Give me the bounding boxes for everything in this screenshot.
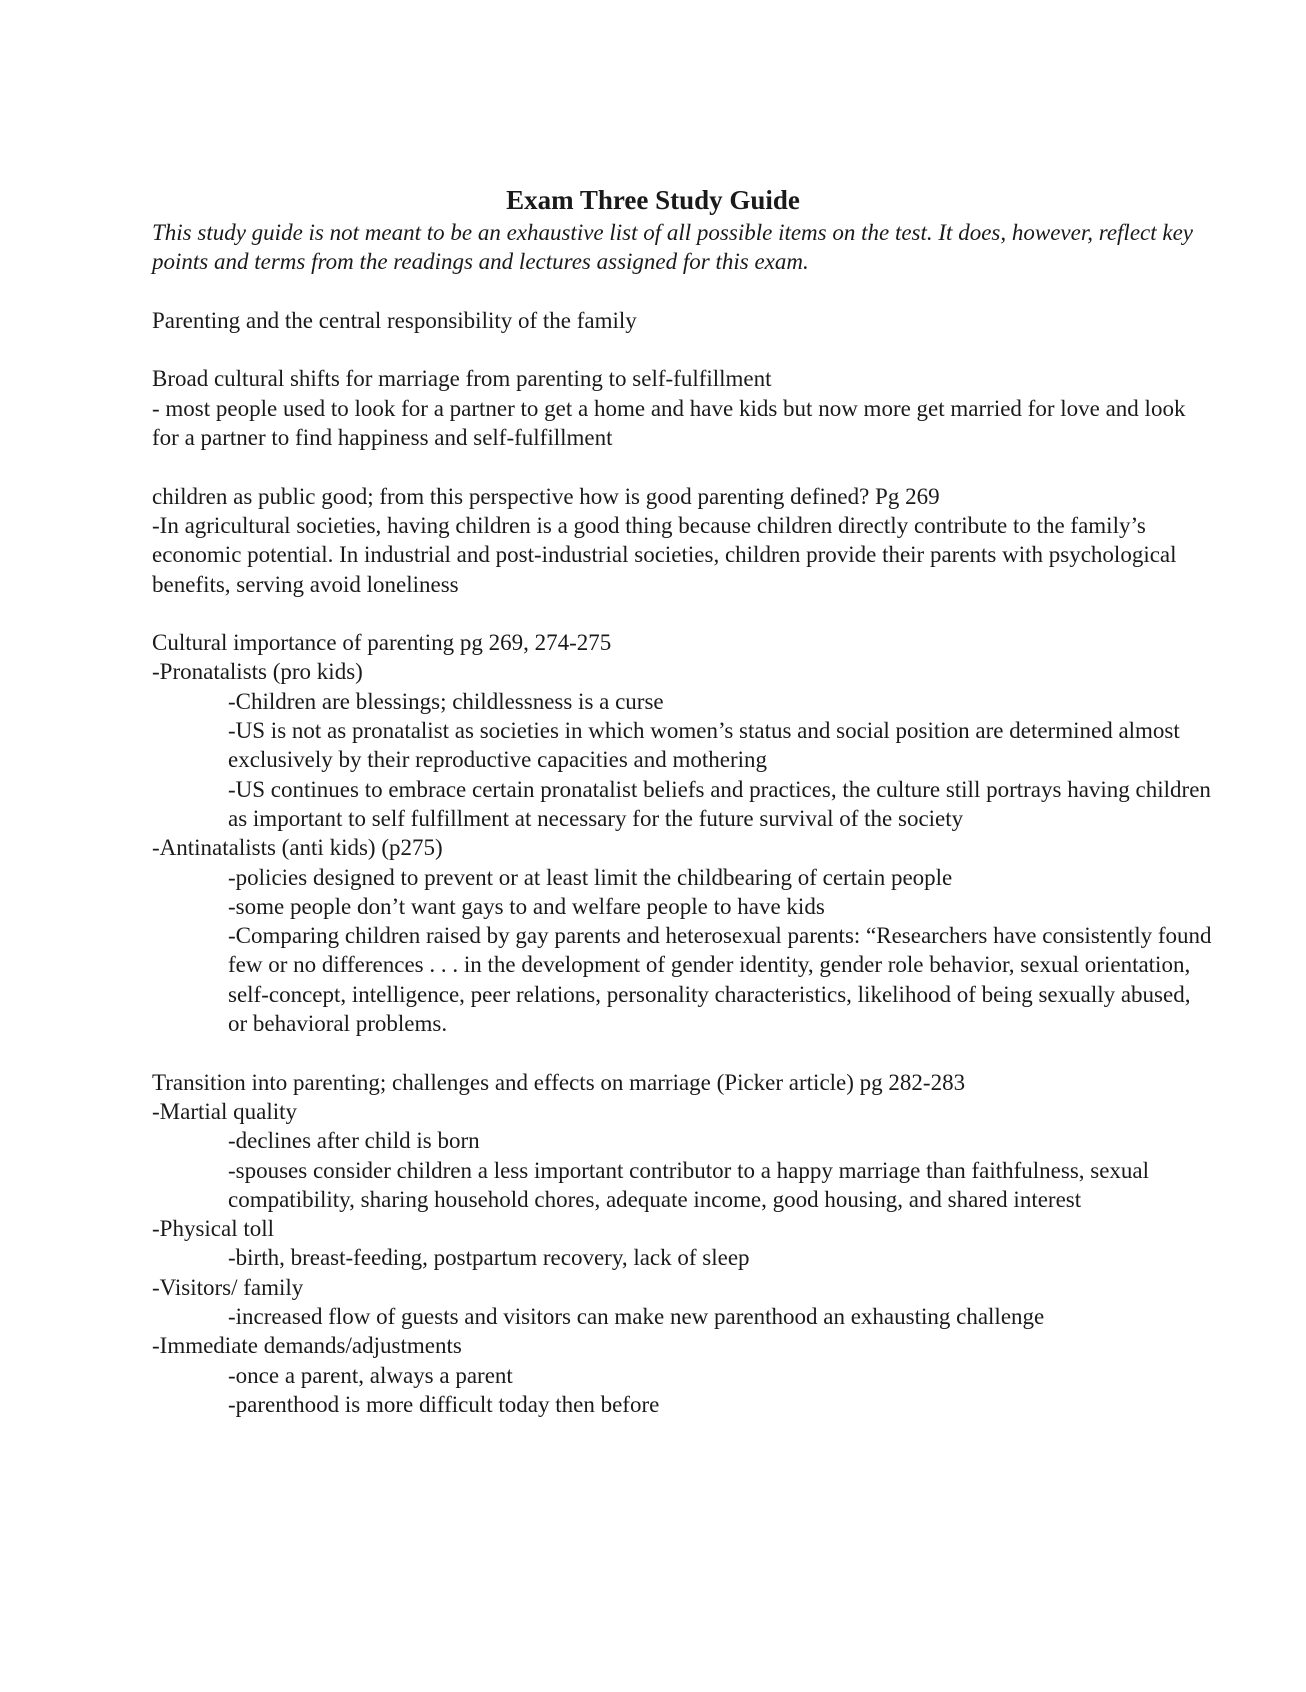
sub-point: -Children are blessings; childlessness is a curse: [228, 688, 664, 714]
item-label-pronatalists: -Pronatalists (pro kids): [152, 659, 363, 685]
page-title: Exam Three Study Guide: [506, 185, 800, 215]
section-heading: Parenting and the central responsibility of the family: [152, 307, 637, 333]
item-label-antinatalists: -Antinatalists (anti kids) (p275): [152, 835, 443, 861]
sub-point: -US is not as pronatalist as societies in which women’s status and social position are determined almost exclusively by their reproductive capacities and mothering: [228, 718, 1180, 773]
section-transition-parenting: [152, 1068, 1212, 1420]
section-heading: Transition into parenting; challenges and effects on marriage (Picker article) pg 282-283: [152, 1069, 966, 1095]
item-label-physical-toll: -Physical toll: [152, 1216, 275, 1242]
sub-point: -declines after child is born: [228, 1128, 480, 1154]
item-label-immediate-demands: -Immediate demands/adjustments: [152, 1333, 462, 1359]
section-cultural-importance: [152, 628, 1212, 1038]
item-label-marital-quality: -Martial quality: [152, 1098, 297, 1124]
item-label-visitors-family: -Visitors/ family: [152, 1274, 304, 1300]
sub-point: -birth, breast-feeding, postpartum recovery, lack of sleep: [228, 1245, 750, 1271]
sub-point: -some people don’t want gays to and welfare people to have kids: [228, 893, 825, 919]
sub-point: -spouses consider children a less important contributor to a happy marriage than faithfulness, sexual compatibility, sharing household chores, adequate income, good housing, and shared interest: [228, 1157, 1150, 1212]
sub-point: -US continues to embrace certain pronatalist beliefs and practices, the culture still portrays having children as important to self fulfillment at necessary for the future survival of the society: [228, 776, 1211, 831]
sub-point: -parenthood is more difficult today then before: [228, 1391, 660, 1417]
section-bullet: -In agricultural societies, having children is a good thing because children directly contribute to the family’s economic potential. In industrial and post-industrial societies, children provide their parents with psychological benefits, serving avoid loneliness: [152, 512, 1177, 597]
section-children-public-good: [152, 482, 1212, 599]
sub-point: -increased flow of guests and visitors can make new parenthood an exhausting challenge: [228, 1303, 1045, 1329]
section-heading: Broad cultural shifts for marriage from parenting to self-fulfillment: [152, 366, 772, 392]
intro-paragraph: This study guide is not meant to be an exhaustive list of all possible items on the test. It does, however, reflect key points and terms from the readings and lectures assigned for this exam.: [152, 220, 1193, 275]
section-bullet: - most people used to look for a partner to get a home and have kids but now more get married for love and look for a partner to find happiness and self-fulfillment: [152, 395, 1186, 451]
document-body: [152, 218, 1212, 1419]
section-parenting-responsibility: [152, 306, 1212, 335]
sub-point: -policies designed to prevent or at least limit the childbearing of certain people: [228, 864, 953, 890]
sub-point: -Comparing children raised by gay parents and heterosexual parents: “Researchers have consistently found few or no differences . . . in the development of gender identity, gender role behavior, sexual orientation, self-concept, intelligence, peer relations, personality characteristics, likelihood of being sexually abused, or behavioral problems.: [228, 923, 1212, 1037]
section-cultural-shifts: [152, 364, 1212, 452]
section-heading: Cultural importance of parenting pg 269, 274-275: [152, 630, 612, 656]
sub-point: -once a parent, always a parent: [228, 1362, 513, 1388]
section-heading: children as public good; from this perspective how is good parenting defined? Pg 269: [152, 483, 940, 509]
